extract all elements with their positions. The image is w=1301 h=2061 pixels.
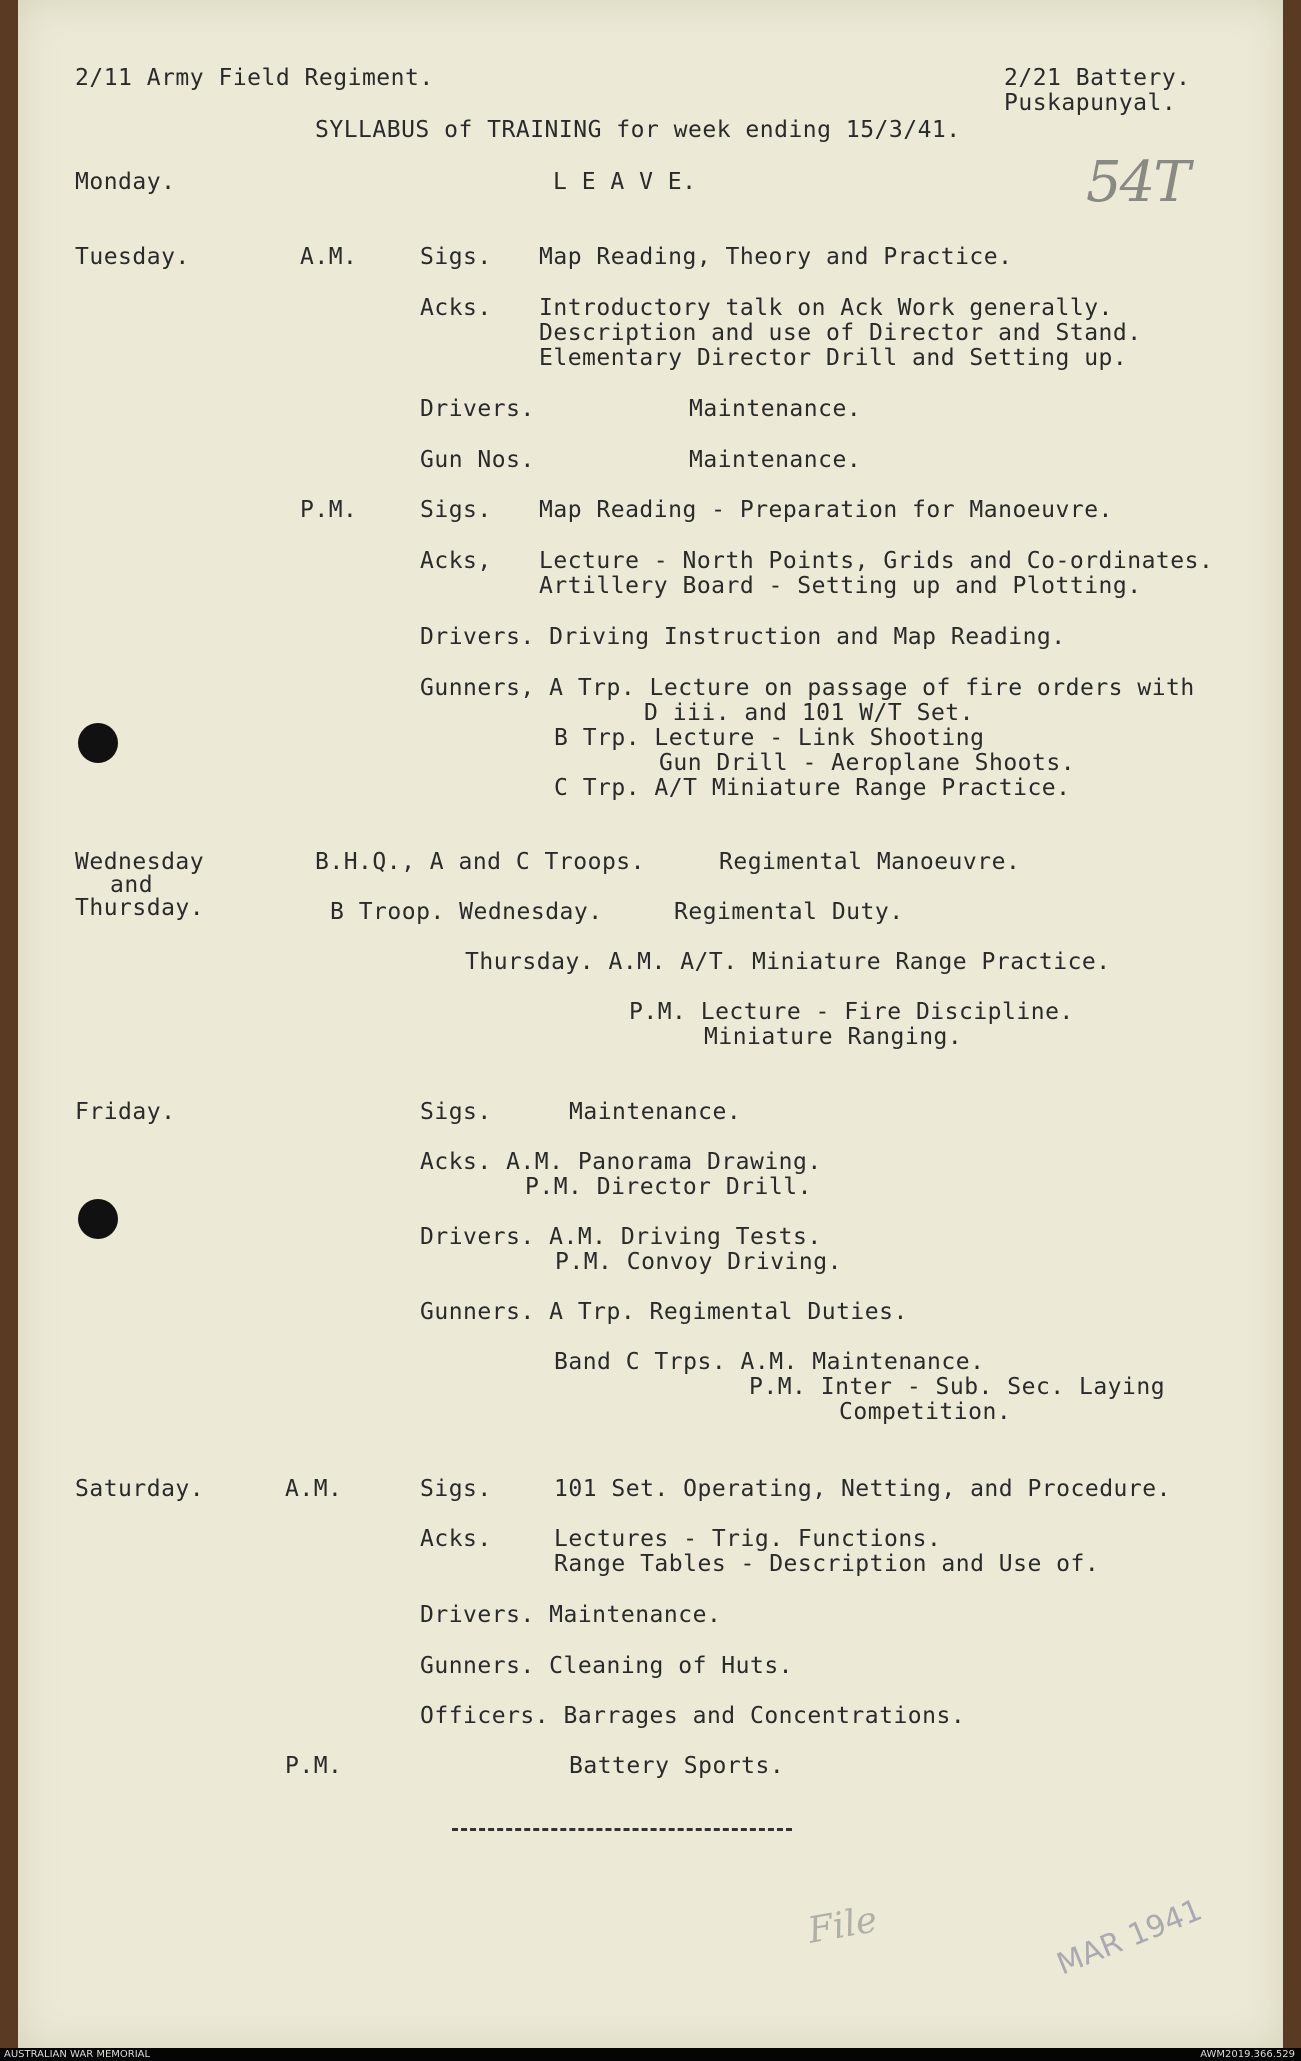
- tuesday-pm-gunners-a-cont: D iii. and 101 W/T Set.: [644, 700, 974, 726]
- thursday-pm-cont: Miniature Ranging.: [704, 1024, 963, 1050]
- saturday-sigs: 101 Set. Operating, Netting, and Procedure.: [554, 1476, 1171, 1502]
- tuesday-pm: P.M.: [300, 497, 358, 523]
- thursday-am: Thursday. A.M. A/T. Miniature Range Practice.: [465, 949, 1111, 975]
- friday-gunners: Gunners. A Trp. Regimental Duties.: [420, 1299, 908, 1325]
- saturday-acks-line: Lectures - Trig. Functions.: [554, 1526, 942, 1552]
- friday-sigs: Maintenance.: [569, 1099, 742, 1125]
- tuesday-am-sigs: Map Reading, Theory and Practice.: [539, 244, 1013, 270]
- tuesday-am-acks-line: Introductory talk on Ack Work generally.: [539, 295, 1113, 321]
- b-troop: B Troop. Wednesday.: [330, 899, 603, 925]
- footer-bar: [0, 2048, 1301, 2061]
- monday-label: Monday.: [75, 169, 176, 195]
- friday-label: Friday.: [75, 1099, 176, 1125]
- monday-entry: L E A V E.: [553, 169, 697, 195]
- tuesday-am-acks-line: Description and use of Director and Stand.: [539, 320, 1142, 346]
- friday-drivers-am: Drivers. A.M. Driving Tests.: [420, 1224, 822, 1250]
- footer-credit: AUSTRALIAN WAR MEMORIAL: [4, 2049, 151, 2060]
- footer-accession: AWM2019.366.529: [1200, 2049, 1295, 2060]
- friday-acks-am: Acks. A.M. Panorama Drawing.: [420, 1149, 822, 1175]
- tuesday-am-drivers: Maintenance.: [689, 396, 862, 422]
- tuesday-pm-acks-line: Artillery Board - Setting up and Plotting.: [539, 573, 1142, 599]
- saturday-sigs-label: Sigs.: [420, 1476, 492, 1502]
- friday-bc-pm-cont: Competition.: [839, 1399, 1012, 1425]
- friday-drivers-pm: P.M. Convoy Driving.: [555, 1249, 842, 1275]
- friday-bc-am: Band C Trps. A.M. Maintenance.: [554, 1349, 985, 1375]
- friday-bc-pm: P.M. Inter - Sub. Sec. Laying: [749, 1374, 1166, 1400]
- tuesday-am-acks-line: Elementary Director Drill and Setting up.: [539, 345, 1128, 371]
- tuesday-pm-gunners-b: B Trp. Lecture - Link Shooting: [554, 725, 985, 751]
- tuesday-am: A.M.: [300, 244, 358, 270]
- punch-hole: [78, 723, 118, 763]
- saturday-officers: Officers. Barrages and Concentrations.: [420, 1703, 966, 1729]
- tuesday-pm-gunners-c: C Trp. A/T Miniature Range Practice.: [554, 775, 1071, 801]
- tuesday-am-gun-label: Gun Nos.: [420, 447, 535, 473]
- tuesday-pm-drivers: Drivers. Driving Instruction and Map Reading.: [420, 624, 1066, 650]
- tuesday-am-gun: Maintenance.: [689, 447, 862, 473]
- saturday-gunners: Gunners. Cleaning of Huts.: [420, 1653, 794, 1679]
- page-title: SYLLABUS of TRAINING for week ending 15/3/41.: [315, 117, 961, 143]
- tuesday-label: Tuesday.: [75, 244, 190, 270]
- tuesday-am-drivers-label: Drivers.: [420, 396, 535, 422]
- tuesday-pm-gunners-b-cont: Gun Drill - Aeroplane Shoots.: [659, 750, 1076, 776]
- bhq-activity: Regimental Manoeuvre.: [719, 849, 1021, 875]
- punch-hole: [78, 1199, 118, 1239]
- tuesday-pm-acks-line: Lecture - North Points, Grids and Co-ordinates.: [539, 548, 1214, 574]
- closing-rule: [452, 1828, 792, 1831]
- bhq-troops: B.H.Q., A and C Troops.: [315, 849, 645, 875]
- saturday-drivers: Drivers. Maintenance.: [420, 1602, 722, 1628]
- saturday-label: Saturday.: [75, 1476, 205, 1502]
- saturday-pm: P.M.: [285, 1753, 343, 1779]
- location: Puskapunyal.: [1004, 90, 1177, 116]
- folio-number: 54T: [1086, 150, 1189, 215]
- document-page: [18, 0, 1283, 2048]
- battery-name: 2/21 Battery.: [1004, 65, 1191, 91]
- tuesday-am-acks-label: Acks.: [420, 295, 492, 321]
- tuesday-pm-sigs-label: Sigs.: [420, 497, 492, 523]
- unit-name: 2/11 Army Field Regiment.: [75, 65, 434, 91]
- saturday-acks-label: Acks.: [420, 1526, 492, 1552]
- wednesday-label: Wednesday: [75, 849, 205, 875]
- saturday-acks-line: Range Tables - Description and Use of.: [554, 1551, 1100, 1577]
- date-stamp: MAR 1941: [1052, 1892, 1208, 1983]
- saturday-am: A.M.: [285, 1476, 343, 1502]
- tuesday-am-sigs-label: Sigs.: [420, 244, 492, 270]
- b-troop-activity: Regimental Duty.: [674, 899, 904, 925]
- and-label: and: [110, 872, 154, 898]
- tuesday-pm-gunners-a: Gunners, A Trp. Lecture on passage of fire orders with: [420, 675, 1195, 701]
- saturday-pm-activity: Battery Sports.: [569, 1753, 785, 1779]
- thursday-pm: P.M. Lecture - Fire Discipline.: [629, 999, 1074, 1025]
- thursday-label: Thursday.: [75, 895, 205, 921]
- tuesday-pm-sigs: Map Reading - Preparation for Manoeuvre.: [539, 497, 1113, 523]
- tuesday-pm-acks-label: Acks,: [420, 548, 492, 574]
- friday-acks-pm: P.M. Director Drill.: [525, 1174, 812, 1200]
- friday-sigs-label: Sigs.: [420, 1099, 492, 1125]
- file-annotation: File: [804, 1899, 881, 1952]
